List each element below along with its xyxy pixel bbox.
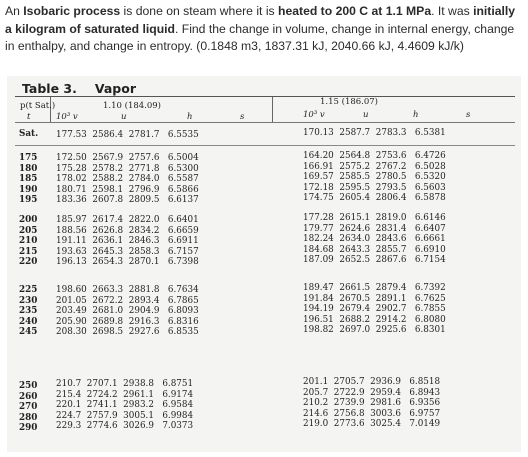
temperature-cell: 245 [19, 327, 38, 337]
question-part: An [5, 4, 24, 18]
temperature-cell: 200 [19, 215, 38, 225]
table-name: Vapor [94, 81, 136, 96]
temperature-cell: 210 [19, 236, 38, 246]
table-row: 210.2 2739.9 2981.6 6.9356 [303, 398, 441, 408]
temperature-cell: 190 [19, 184, 38, 195]
saturated-row-rule [15, 145, 515, 146]
question-text [5, 3, 523, 56]
pressure-2-values [303, 377, 440, 430]
table-row: 175.28 2578.2 2771.8 6.5300 [56, 163, 199, 174]
table-row: 198.82 2697.0 2925.6 6.8301 [303, 325, 446, 335]
table-row: 189.47 2661.5 2879.4 6.7392 [303, 283, 446, 293]
question-part: . It was [431, 4, 474, 18]
pressure-header-label: p(t Sat.) [20, 101, 56, 111]
table-row: 172.50 2567.9 2757.6 6.5004 [56, 153, 199, 163]
internal-energy-symbol: u [363, 110, 369, 120]
temperature-symbol: t [27, 112, 31, 122]
table-row: 201.05 2672.2 2893.4 6.7865 [56, 295, 199, 306]
table-row: 229.3 2774.6 3026.9 7.0373 [56, 421, 194, 431]
temperature-cell: 220 [19, 257, 38, 267]
temperature-cell: 180 [19, 163, 38, 174]
temperature-column [19, 381, 37, 434]
table-row: 184.68 2643.3 2855.7 6.6910 [303, 244, 446, 255]
table-row: 178.02 2588.2 2784.0 6.5587 [56, 174, 199, 184]
table-title [22, 81, 154, 96]
temperature-cell: 240 [19, 316, 38, 327]
question-answers: . (0.1848 m3, 1837.31 kJ, 2040.66 kJ, 4.4609 kJ/k) [189, 39, 464, 54]
table-row: 205.90 2689.8 2916.3 6.8316 [56, 316, 199, 327]
temperature-cell: 205 [19, 225, 38, 236]
table-row: 172.18 2595.5 2793.5 6.5603 [303, 182, 446, 193]
table-row: 194.19 2679.4 2902.7 6.7855 [303, 304, 446, 314]
temperature-cell: 230 [19, 295, 38, 306]
temperature-column [19, 285, 37, 338]
header-divider [272, 97, 273, 122]
question-bold-process: Isobaric process [23, 4, 121, 18]
pressure-2-values [303, 283, 446, 336]
saturated-row-label: Sat. [19, 129, 39, 139]
temperature-cell: 250 [19, 381, 38, 391]
temperature-cell: 185 [19, 174, 38, 184]
pressure-2-values [303, 151, 446, 204]
entropy-symbol: s [240, 112, 245, 122]
pressure-2-values [303, 213, 446, 266]
table-row: 198.60 2663.3 2881.8 6.7634 [56, 285, 199, 295]
pressure-1-values [56, 215, 199, 268]
table-row: 201.1 2705.7 2936.9 6.8518 [303, 377, 441, 387]
temperature-cell: 225 [19, 285, 38, 295]
pressure-1-values [56, 285, 199, 338]
table-row: 210.7 2707.1 2938.8 6.8751 [56, 379, 194, 389]
table-row: 220.1 2741.1 2983.2 6.9584 [56, 400, 194, 410]
table-row: 164.20 2564.8 2753.6 6.4726 [303, 151, 446, 161]
question-part: . Find the change in volume, change in internal energy, change in enthalpy, and change in entropy [5, 21, 515, 54]
table-row: 191.11 2636.1 2846.3 6.6911 [56, 236, 199, 246]
table-row: 166.91 2575.2 2767.2 6.5028 [303, 161, 446, 172]
table-row: 208.30 2698.5 2927.6 6.8535 [56, 327, 199, 337]
table-row: 196.13 2654.3 2870.1 6.7398 [56, 257, 199, 267]
table-row: 196.51 2688.2 2914.2 6.8080 [303, 314, 446, 325]
table-row: 179.77 2624.6 2831.4 6.6407 [303, 223, 446, 234]
table-row: 219.0 2773.6 3025.4 7.0149 [303, 419, 441, 429]
pressure-1-label: 1.10 (184.09) [103, 101, 162, 111]
table-row: 185.97 2617.4 2822.0 6.6401 [56, 215, 199, 225]
table-row: 187.09 2652.5 2867.6 6.7154 [303, 255, 446, 265]
table-row: 215.4 2724.2 2961.1 6.9174 [56, 389, 194, 400]
table-number: Table 3. [22, 81, 77, 96]
temperature-cell: 260 [19, 391, 38, 402]
pressure-2-label: 1.15 (186.07) [320, 97, 379, 107]
question-part: is done on steam where it is [120, 4, 279, 18]
table-row: 191.84 2670.5 2891.1 6.7625 [303, 293, 446, 304]
specific-volume-symbol: 10³ v [56, 112, 78, 122]
entropy-symbol: s [466, 110, 471, 120]
temperature-column [19, 215, 37, 268]
temperature-cell: 215 [19, 246, 38, 257]
temperature-cell: 175 [19, 153, 38, 163]
saturated-row-values: 170.13 2587.7 2783.3 6.5381 [303, 128, 446, 138]
saturated-row-values: 177.53 2586.4 2781.7 6.5535 [56, 130, 199, 140]
temperature-cell: 195 [19, 195, 38, 205]
enthalpy-symbol: h [187, 112, 193, 122]
specific-volume-symbol: 10³ v [303, 110, 325, 120]
question-bold-initial: initially a kilogram of saturated liquid [5, 4, 516, 36]
temperature-cell: 270 [19, 402, 38, 412]
table-row: 174.75 2605.4 2806.4 6.5878 [303, 193, 446, 203]
temperature-cell: 235 [19, 306, 38, 316]
temperature-cell: 280 [19, 412, 38, 423]
pressure-1-values [56, 153, 199, 206]
table-row: 180.71 2598.1 2796.9 6.5866 [56, 184, 199, 195]
enthalpy-symbol: h [413, 110, 419, 120]
question-bold-condition: heated to 200 C at 1.1 MPa [278, 4, 432, 18]
temperature-cell: 290 [19, 423, 38, 433]
table-top-rule [15, 96, 515, 97]
table-row: 224.7 2757.9 3005.1 6.9984 [56, 410, 194, 421]
temperature-column [19, 153, 37, 206]
table-row: 177.28 2615.1 2819.0 6.6146 [303, 213, 446, 223]
table-row: 188.56 2626.8 2834.2 6.6659 [56, 225, 199, 236]
table-row: 183.36 2607.8 2809.5 6.6137 [56, 195, 199, 205]
table-row: 203.49 2681.0 2904.9 6.8093 [56, 306, 199, 316]
table-row: 169.57 2585.5 2780.5 6.5320 [303, 172, 446, 182]
table-row: 214.6 2756.8 3003.6 6.9757 [303, 408, 441, 419]
table-row: 182.24 2634.0 2843.6 6.6661 [303, 234, 446, 244]
table-header-rule [15, 122, 515, 123]
pressure-1-values [56, 379, 193, 432]
internal-energy-symbol: u [121, 112, 127, 122]
table-row: 205.7 2722.9 2959.4 6.8943 [303, 387, 441, 398]
table-row: 193.63 2645.3 2858.3 6.7157 [56, 246, 199, 257]
